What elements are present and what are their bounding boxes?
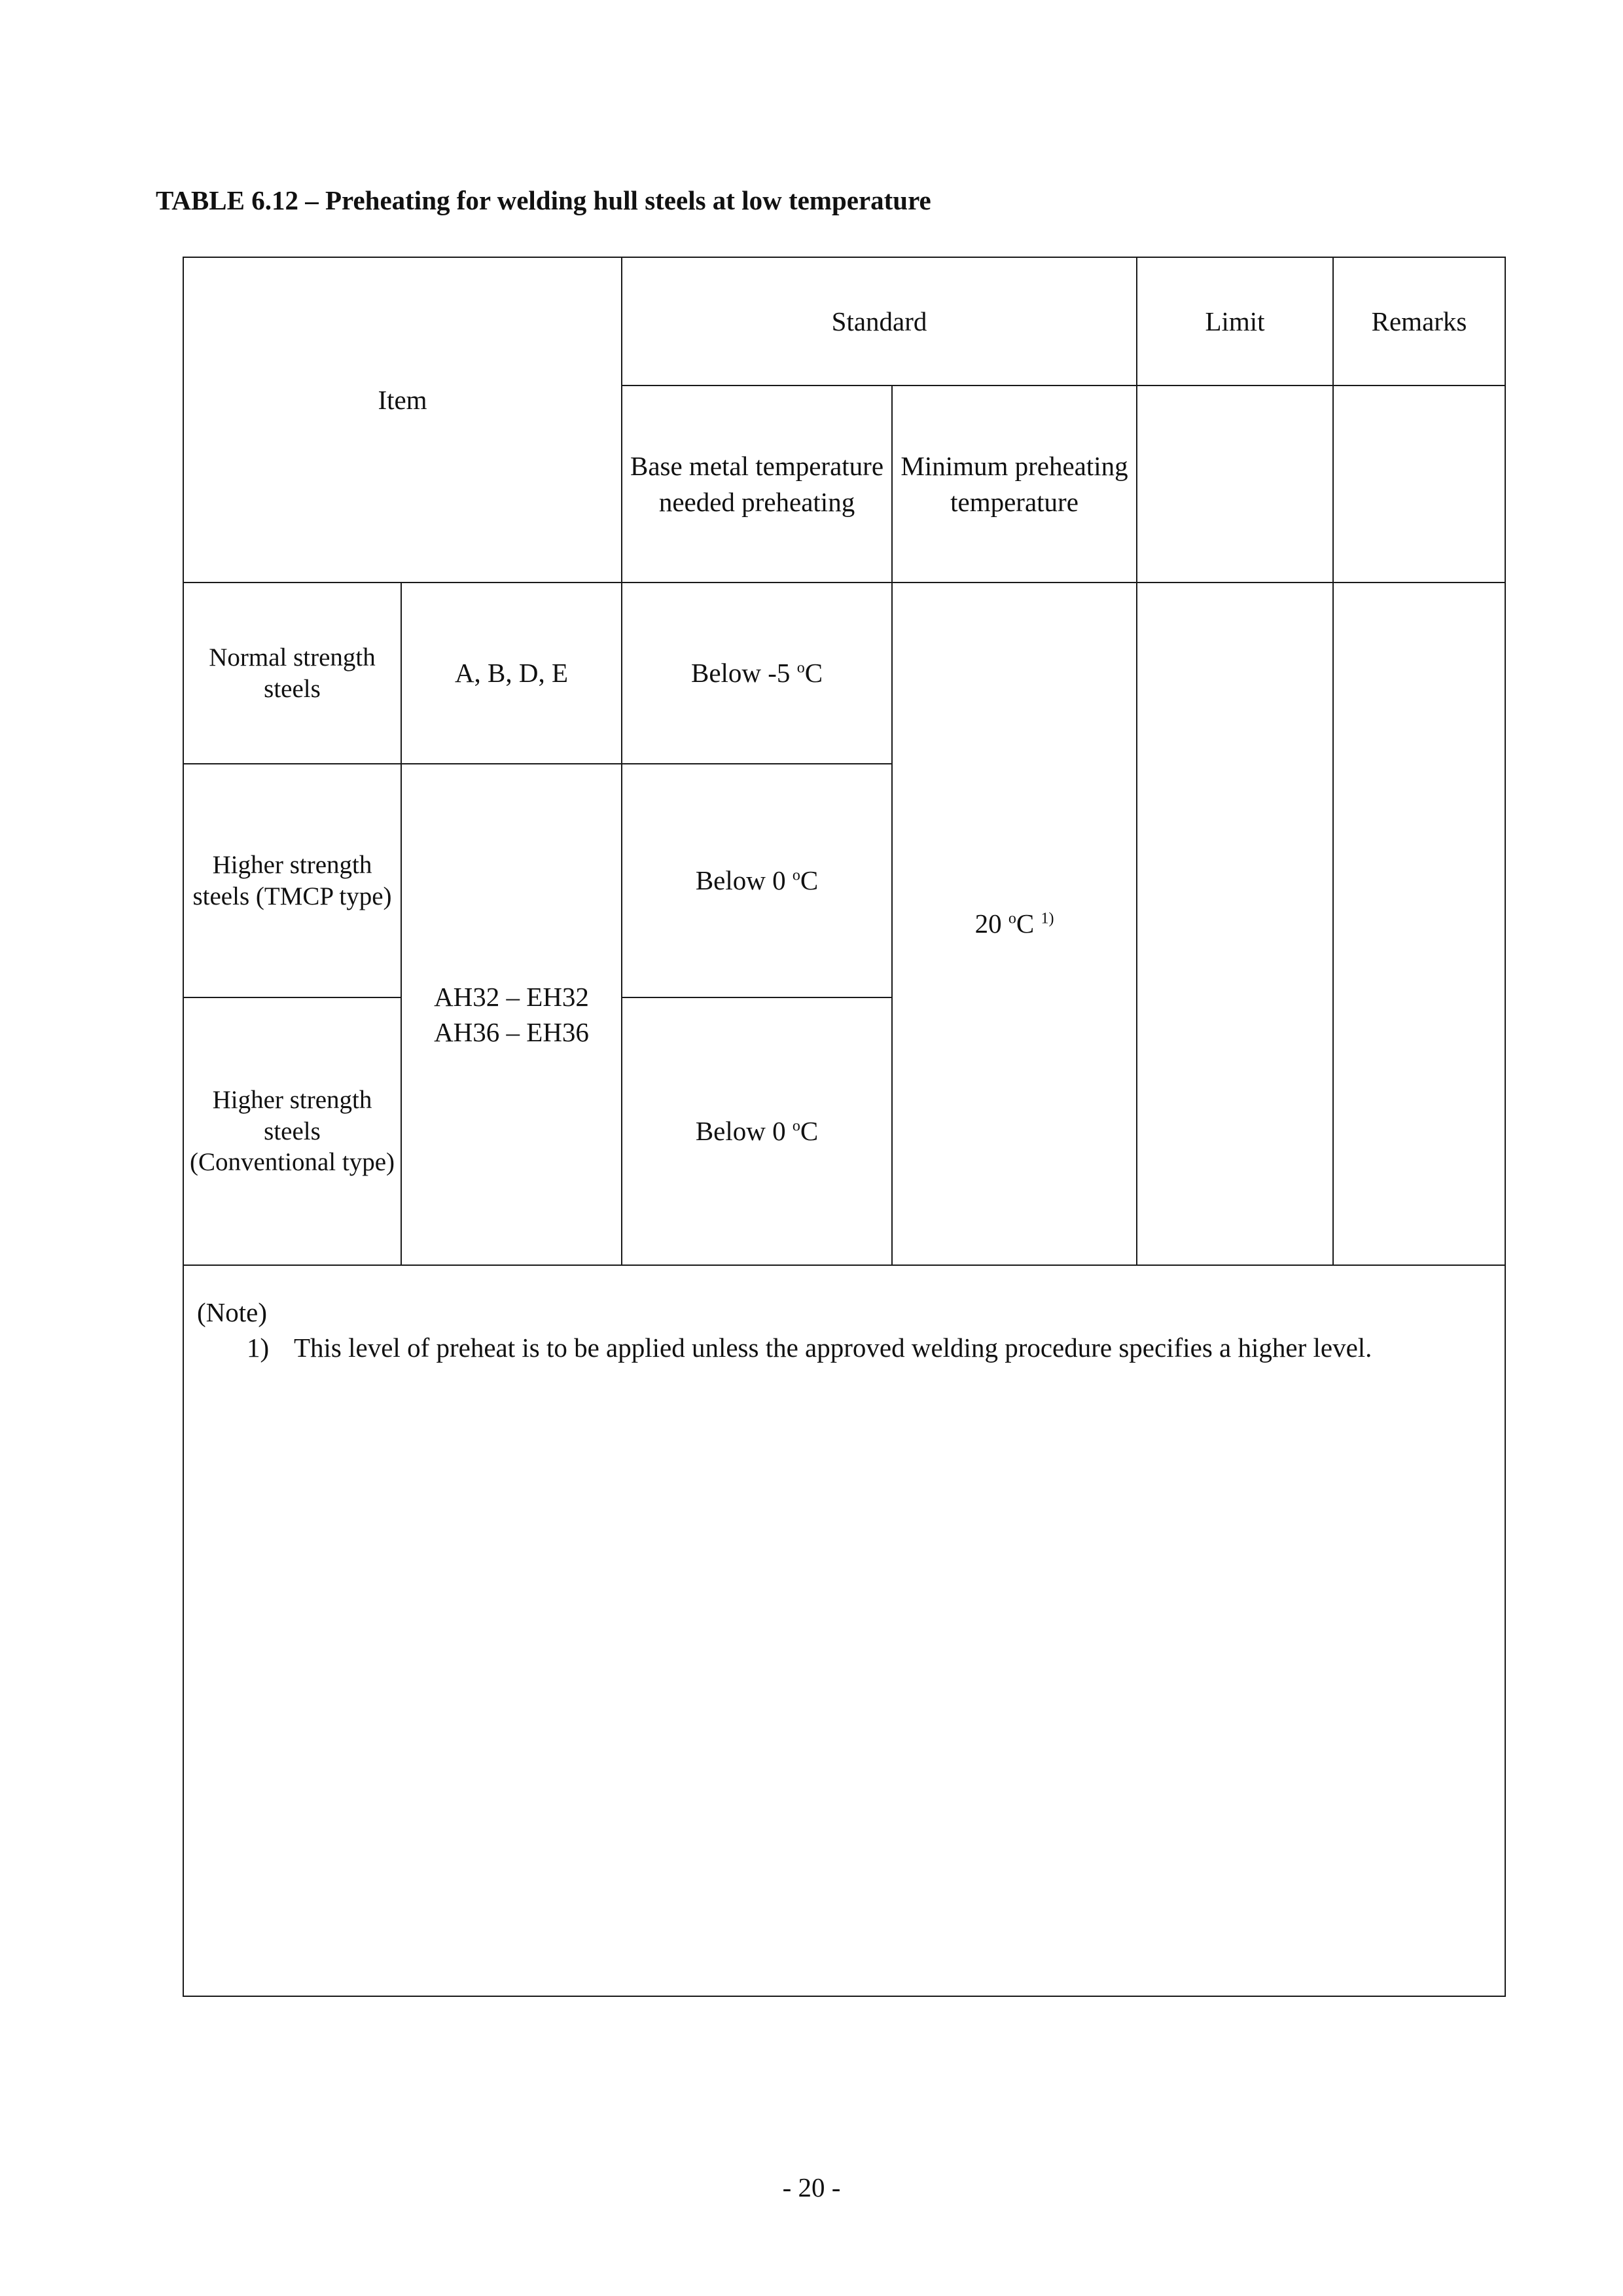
header-min-preheat-temp: Minimum preheating temperature [892, 386, 1137, 583]
limit-header-blank [1137, 386, 1333, 583]
base-temp-tmcp: Below 0 $^o$C [622, 764, 892, 997]
min-preheat-value: 20 $^o$C $^{1)}$ [892, 583, 1137, 1265]
header-standard: Standard [622, 257, 1137, 386]
header-base-metal-temp: Base metal temperature needed preheating [622, 386, 892, 583]
note-item: 1) This level of preheat is to be applied unless the approved welding procedure specifies a higher level. [247, 1333, 1372, 1363]
note-label: (Note) [197, 1297, 268, 1327]
grades-higher: AH32 – EH32 AH36 – EH36 [401, 764, 622, 1265]
base-temp-normal: Below -5 $^o$C [622, 583, 892, 764]
header-item: Item [183, 257, 622, 583]
remarks-header-blank [1333, 386, 1505, 583]
steel-type-tmcp: Higher strength steels (TMCP type) [183, 764, 401, 997]
remarks-cell [1333, 583, 1505, 1265]
limit-cell [1137, 583, 1333, 1265]
header-limit: Limit [1137, 257, 1333, 386]
header-remarks: Remarks [1333, 257, 1505, 386]
note-cell [183, 1265, 1505, 1996]
page-number: - 20 - [782, 2172, 841, 2202]
steel-type-normal: Normal strength steels [183, 583, 401, 764]
footnote-ref: 1) [1041, 910, 1054, 927]
base-temp-conventional: Below 0 $^o$C [622, 997, 892, 1265]
steel-type-conventional: Higher strength steels (Conventional type) [183, 997, 401, 1265]
table-title: TABLE 6.12 – Preheating for welding hull steels at low temperature [156, 185, 931, 215]
preheating-table [183, 257, 1506, 1997]
grades-normal: A, B, D, E [401, 583, 622, 764]
